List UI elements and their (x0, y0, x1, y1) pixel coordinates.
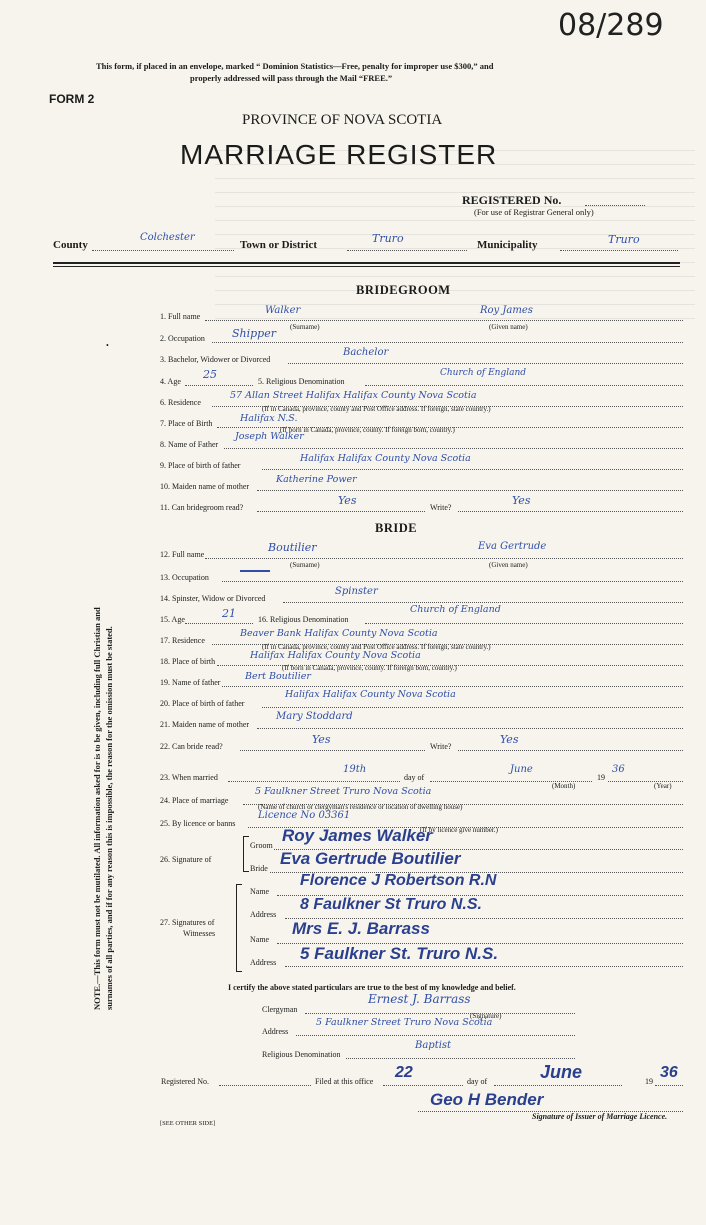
field-line (305, 1013, 575, 1014)
marriage-day: 19th (343, 764, 367, 775)
field-label: 22. Can bride read? (160, 742, 223, 751)
month-caption: (Month) (552, 782, 576, 790)
county-label: County (53, 239, 88, 251)
occupation-dash (240, 570, 270, 572)
write-label: Write? (430, 742, 452, 751)
licence-note: (If by licence give number.) (420, 826, 498, 834)
field-line (262, 707, 683, 708)
field-label: 24. Place of marriage (160, 796, 229, 805)
county-line (92, 250, 234, 251)
groom-label: Groom (250, 841, 273, 850)
clergyman-denomination: Baptist (415, 1040, 452, 1051)
witness-1-address: 8 Faulkner St Truro N.S. (300, 896, 482, 913)
field-label: 18. Place of birth (160, 657, 216, 666)
form-number: FORM 2 (49, 92, 95, 106)
field-line (257, 511, 425, 512)
field-label: 26. Signature of (160, 855, 212, 864)
field-label: 7. Place of Birth (160, 419, 213, 428)
field-line (240, 750, 425, 751)
field-line (365, 623, 683, 624)
registered-no-line (585, 205, 645, 206)
marriage-month: June (510, 764, 533, 775)
address-label: Address (262, 1027, 289, 1036)
bride-birthplace: Halifax Halifax County Nova Scotia (250, 650, 421, 661)
divider-rule-thin (53, 266, 680, 267)
postal-notice-2: properly addressed will pass through the Mail “FREE.” (190, 73, 393, 83)
residence-note: (If in Canada, province, county and Post Office address. If foreign, state country.) (262, 405, 491, 413)
field-line (185, 385, 253, 386)
bride-mother: Mary Stoddard (276, 711, 353, 722)
field-line (205, 558, 683, 559)
denomination-label: Religious Denomination (262, 1050, 341, 1059)
clergyman-signature: Ernest J. Barrass (368, 992, 471, 1006)
issuer-signature: Geo H Bender (430, 1090, 544, 1109)
filed-month: June (540, 1062, 583, 1082)
side-note-line-1: NOTE.—This form must not be mutilated. All information asked for is to be given, including full Christian and (92, 607, 102, 1010)
groom-signature: Roy James Walker (282, 826, 432, 845)
field-label: 2. Occupation (160, 334, 205, 343)
groom-residence: 57 Allan Street Halifax Halifax County Nova Scotia (230, 390, 477, 401)
registered-no-label: REGISTERED No. (462, 193, 562, 207)
witness-1-name: Florence J Robertson R.N (300, 872, 497, 889)
groom-birthplace: Halifax N.S. (240, 413, 298, 424)
field-label: 6. Residence (160, 398, 201, 407)
groom-surname: Walker (265, 305, 301, 316)
town-label: Town or District (240, 239, 317, 251)
groom-read: Yes (338, 494, 357, 507)
province-heading: PROVINCE OF NOVA SCOTIA (242, 112, 443, 128)
field-label: 13. Occupation (160, 573, 209, 582)
bride-write: Yes (500, 733, 519, 746)
field-line (383, 1085, 463, 1086)
page-title: MARRIAGE REGISTER (180, 139, 498, 170)
witness-name-label: Name (250, 935, 270, 944)
marriage-year: 36 (612, 764, 625, 775)
filed-label: Filed at this office (315, 1077, 374, 1086)
bride-surname: Boutilier (268, 541, 317, 554)
witness-address-label: Address (250, 910, 277, 919)
write-label: Write? (430, 503, 452, 512)
clergyman-address: 5 Faulkner Street Truro Nova Scotia (316, 1017, 493, 1028)
county-value: Colchester (140, 232, 195, 243)
field-line (222, 686, 683, 687)
municipality-line (560, 250, 678, 251)
field-label: 12. Full name (160, 550, 205, 559)
groom-given: Roy James (480, 305, 533, 316)
document-number: 08/289 (558, 8, 664, 43)
field-line (283, 602, 683, 603)
bride-heading: BRIDE (375, 521, 418, 535)
bride-given: Eva Gertrude (478, 541, 547, 552)
municipality-value: Truro (608, 233, 640, 246)
witness-2-address: 5 Faulkner St. Truro N.S. (300, 944, 499, 963)
issuer-caption: Signature of Issuer of Marriage Licence. (532, 1112, 668, 1121)
field-line (257, 490, 683, 491)
postal-notice: This form, if placed in an envelope, marked “ Dominion Statistics—Free, penalty for improper use $300,” and (96, 61, 494, 71)
surname-caption: (Surname) (290, 561, 320, 569)
field-label: 25. By licence or banns (160, 819, 236, 828)
see-other-side: [SEE OTHER SIDE] (160, 1120, 216, 1127)
field-line (257, 728, 683, 729)
registrar-note: (For use of Registrar General only) (474, 207, 594, 217)
field-label: 23. When married (160, 773, 218, 782)
bracket-witnesses (236, 884, 242, 972)
witness-2-name: Mrs E. J. Barrass (292, 919, 430, 938)
year-caption: (Year) (654, 782, 672, 790)
field-line (458, 750, 683, 751)
divider-rule (53, 262, 680, 264)
bride-status: Spinster (335, 586, 378, 597)
bride-father-birthplace: Halifax Halifax County Nova Scotia (285, 689, 456, 700)
field-line (212, 342, 683, 343)
bride-signature: Eva Gertrude Boutilier (280, 849, 461, 868)
field-line (205, 320, 683, 321)
given-caption: (Given name) (489, 323, 528, 331)
groom-religion: Church of England (440, 368, 527, 378)
field-label: 9. Place of birth of father (160, 461, 241, 470)
field-label: 16. Religious Denomination (258, 615, 349, 624)
field-label: 27. Signatures of (160, 918, 215, 927)
place-note: (Name of church or clergyman's residence or location of dwelling house) (258, 803, 463, 811)
witness-name-label: Name (250, 887, 270, 896)
field-line (458, 511, 683, 512)
groom-age: 25 (203, 368, 217, 381)
field-line (296, 1035, 575, 1036)
signature-caption: (Signature) (470, 1012, 502, 1020)
clergyman-label: Clergyman (262, 1005, 298, 1014)
given-caption: (Given name) (489, 561, 528, 569)
field-label: 1. Full name (160, 312, 201, 321)
bridegroom-heading: BRIDEGROOM (356, 283, 451, 297)
groom-father: Joseph Walker (235, 431, 304, 442)
field-label: 8. Name of Father (160, 440, 219, 449)
bride-religion: Church of England (410, 604, 501, 615)
field-line (288, 363, 683, 364)
field-line (185, 623, 253, 624)
field-line (222, 581, 683, 582)
stray-mark: • (106, 341, 109, 350)
field-line (655, 1085, 683, 1086)
day-of-label: day of (467, 1077, 488, 1086)
groom-write: Yes (512, 494, 531, 507)
town-value: Truro (372, 232, 404, 245)
day-of-label: day of (404, 773, 425, 782)
field-line (262, 469, 683, 470)
bride-residence: Beaver Bank Halifax County Nova Scotia (240, 628, 438, 639)
field-line (285, 966, 683, 967)
bride-father: Bert Boutilier (245, 671, 311, 682)
field-line (494, 1085, 622, 1086)
witness-address-label: Address (250, 958, 277, 967)
marriage-licence: Licence No 03361 (258, 810, 351, 821)
field-label: 3. Bachelor, Widower or Divorced (160, 355, 271, 364)
birth-note: (If born in Canada, province, county. If foreign born, country.) (280, 426, 455, 434)
groom-mother: Katherine Power (276, 474, 357, 485)
field-line (219, 1085, 311, 1086)
residence-note: (If in Canada, province, county and Post Office address. If foreign, state country.) (262, 643, 491, 651)
field-label: 5. Religious Denomination (258, 377, 345, 386)
field-label: 15. Age (160, 615, 185, 624)
bracket-signatures (243, 836, 249, 872)
field-label: 21. Maiden name of mother (160, 720, 250, 729)
bride-label: Bride (250, 864, 268, 873)
field-label: 19. Name of father (160, 678, 221, 687)
field-label: Witnesses (183, 929, 216, 938)
bride-read: Yes (312, 733, 331, 746)
surname-caption: (Surname) (290, 323, 320, 331)
marriage-place: 5 Faulkner Street Truro Nova Scotia (255, 786, 432, 797)
field-label: 20. Place of birth of father (160, 699, 245, 708)
certify-statement: I certify the above stated particulars are true to the best of my knowledge and belief. (228, 983, 516, 992)
groom-status: Bachelor (343, 347, 389, 358)
groom-occupation: Shipper (232, 327, 276, 340)
year-prefix: 19 (597, 773, 605, 782)
field-line (224, 448, 683, 449)
field-label: 10. Maiden name of mother (160, 482, 250, 491)
birth-note: (If born in Canada, province, county. If foreign born, country.) (282, 664, 457, 672)
field-line (346, 1058, 575, 1059)
side-note (91, 607, 115, 1010)
field-label: 4. Age (160, 377, 181, 386)
groom-father-birthplace: Halifax Halifax County Nova Scotia (300, 453, 471, 464)
registered-no-label-2: Registered No. (161, 1077, 209, 1086)
municipality-label: Municipality (477, 239, 538, 251)
field-label: 17. Residence (160, 636, 205, 645)
filed-day: 22 (395, 1064, 413, 1081)
town-line (347, 250, 467, 251)
bride-age: 21 (222, 607, 236, 620)
field-line (365, 385, 683, 386)
field-line (228, 781, 400, 782)
side-note-line-2: surnames of all parties, and if for any reason this is impossible, the reason for the omission must be stated. (104, 626, 114, 1010)
filed-year: 36 (660, 1064, 678, 1081)
year-prefix: 19 (645, 1077, 653, 1086)
field-label: 11. Can bridegroom read? (160, 503, 244, 512)
field-label: 14. Spinster, Widow or Divorced (160, 594, 266, 603)
